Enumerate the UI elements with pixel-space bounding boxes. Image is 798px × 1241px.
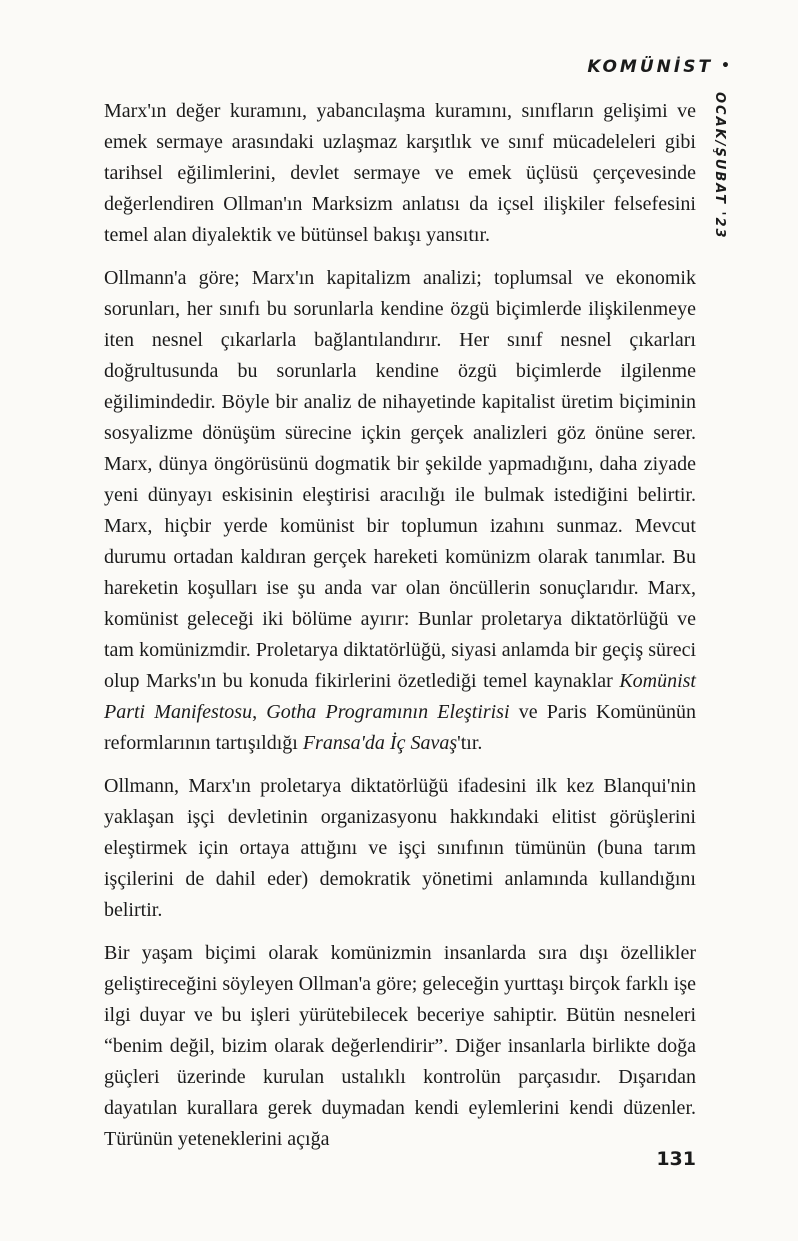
book-title-communist-manifesto: Komünist Parti Manifestosu (104, 670, 696, 723)
article-body (104, 96, 696, 1167)
paragraph-2-text-b: , (252, 701, 267, 723)
paragraph-2-text-a: Ollmann'a göre; Marx'ın kapitalizm analizi; toplumsal ve ekonomik sorunları, her sınıfı bu sorunlarla kendine özgü biçimlerde ilişkilenmeye iten nesnel çıkarlarla bağlantılandırır. Her sınıf nesnel çıkarları doğrultusunda bu sorunlarla kendine özgü biçimlerde ilgilenme eğilimindedir. Böyle bir analiz de nihayetinde kapitalist üretim biçiminin sosyalizme dönüşüm sürecine içkin gerçek analizleri göz önüne serer. Marx, dünya öngörüsünü dogmatik bir şekilde yapmadığını, daha ziyade yeni dünyayı eskisinin eleştirisi aracılığı ile bulmak istediğini belirtir. Marx, hiçbir yerde komünist bir toplumun izahını sunmaz. Mevcut durumu ortadan kaldıran gerçek hareketi komünizm olarak tanımlar. Bu hareketin koşulları ise şu anda var olan öncüllerin sonuçlarıdır. Marx, komünist geleceği iki bölüme ayırır: Bunlar proletarya diktatörlüğü ve tam komünizmdir. Proletarya diktatörlüğü, siyasi anlamda bir geçiş süreci olup Marks'ın bu konuda fikirlerini özetlediği temel kaynaklar (104, 267, 696, 692)
bullet-separator: • (721, 58, 730, 74)
page-header (587, 57, 730, 77)
paragraph-2 (104, 263, 696, 759)
paragraph-3: Ollmann, Marx'ın proletarya diktatörlüğü ifadesini ilk kez Blanqui'nin yaklaşan işçi devletinin organizasyonu hakkındaki elitist görüşlerini eleştirmek için ortaya attığını ve işçi sınıfının tümünün (buna tarım işçilerini de dahil eder) demokratik yönetimi anlamında kullandığını belirtir. (104, 775, 696, 921)
book-title-critique-gotha: Gotha Programının Eleştirisi (266, 701, 510, 723)
magazine-title: KOMÜNİST (587, 57, 714, 77)
paragraph-2-text-c: ve Paris Komününün reformlarının tartışıldığı (104, 701, 697, 754)
page-number: 131 (656, 1148, 696, 1170)
book-title-civil-war-france: Fransa'da İç Savaş (302, 732, 458, 754)
paragraph-2-text-d: 'tır. (457, 732, 483, 754)
issue-date-label: OCAK/ŞUBAT '23 (712, 92, 727, 240)
paragraph-1: Marx'ın değer kuramını, yabancılaşma kuramını, sınıfların gelişimi ve emek sermaye arasındaki uzlaşmaz karşıtlık ve sınıf mücadeleleri gibi tarihsel eğilimlerini, devlet sermaye ve emek üçlüsü çerçevesinde değerlendiren Ollman'ın Marksizm anlatısı da içsel ilişkiler felsefesini temel alan diyalektik ve bütünsel bakışı yansıtır. (104, 100, 696, 246)
paragraph-4: Bir yaşam biçimi olarak komünizmin insanlarda sıra dışı özellikler geliştireceğini söyleyen Ollman'a göre; geleceğin yurttaşı birçok farklı işe ilgi duyar ve bu işleri yürütebilecek beceriye sahiptir. Bütün nesneleri “benim değil, bizim olarak değerlendirir”. Diğer insanlarla birlikte doğa güçleri üzerinde kurulan ustalıklı kontrolün parçasıdır. Dışarıdan dayatılan kurallara gerek duymadan kendi eylemlerini kendi düzenler. Türünün yeteneklerini açığa (104, 942, 696, 1150)
